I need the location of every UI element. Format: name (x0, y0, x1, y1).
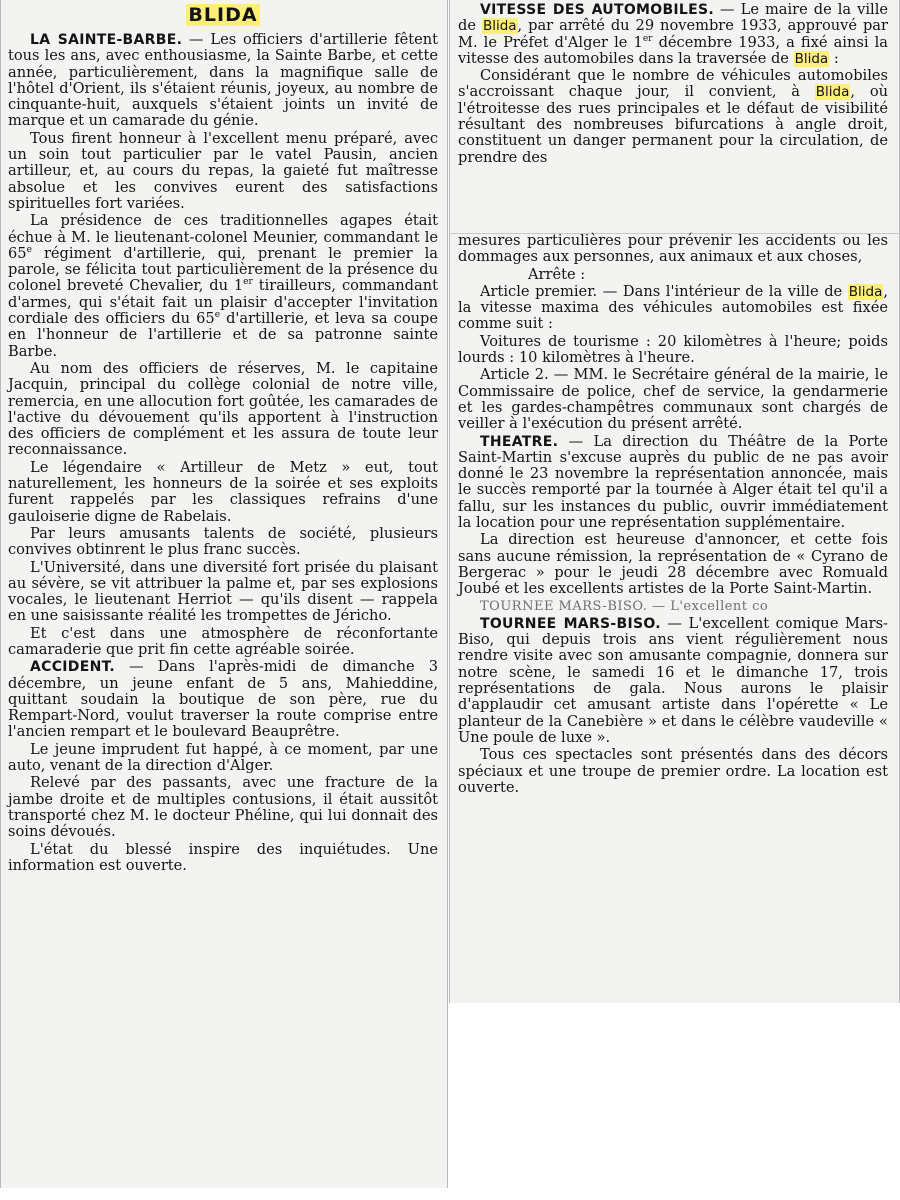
article-2: Article 2. — MM. le Secrétaire général de la mairie, le Commissaire de police, chef de service, la gendarmerie et les gardes-champêtres communaux sont chargés de veiller à l'exécution du présent arrêté. (458, 366, 888, 433)
article-theatre-p1: THEATRE. — La direction du Théâtre de la Porte Saint-Martin s'excuse auprès du public de ne pas avoir donné le 23 novembre la représentation annoncée, mais le succès remporté par la tournée à Alger était tel qu'il a fallu, sur les instances du public, ouvrir immédiatement la location pour une représentation supplémentaire. (458, 432, 889, 532)
arrete-heading: Arrête : (528, 265, 586, 283)
article-tournee-p2: Tous ces spectacles sont présentés dans des décors spéciaux et une troupe de premier ordre. La location est ouverte. (458, 746, 888, 796)
article-sainte-barbe-p3: La présidence de ces traditionnelles agapes était échue à M. le lieutenant-colonel Meunier, commandant le 65e régiment d'artillerie, qui, prenant le premier la parole, se félicita tout particulièrement de la présence du colonel breveté Chevalier, du 1er tirailleurs, commandant d'armes, qui s'était fait un plaisir d'accepter l'invitation cordiale des officiers du 65e d'artillerie, et leva sa coupe en l'honneur de l'artillerie et de sa patronne sainte Barbe. (8, 212, 438, 360)
article-sainte-barbe-p8: Et c'est dans une atmosphère de réconfortante camaraderie que prit fin cette agréable soirée. (8, 624, 438, 658)
article-accident-p4: L'état du blessé inspire des inquiétudes. Une information est ouverte. (8, 840, 438, 874)
right-bottom-column (458, 233, 888, 797)
article-sainte-barbe-p1: LA SAINTE-BARBE. — Les officiers d'artillerie fêtent tous les ans, avec enthousiasme, la Sainte Barbe, et cette année, particulièrement, dans la magnifique salle de l'hôtel d'Orient, ils s'étaient réunis, joyeux, au nombre de cinquante-huit, auxquels s'étaient joints un invité de marque et un camarade du génie. (8, 31, 438, 130)
article-sainte-barbe-p7: L'Université, dans une diversité fort prisée du plaisant au sévère, se vit attribuer la palme et, par ses explosions vocales, le lieutenant Herriot — qu'ils disent — rappela en une saisissante réalité les trompettes de Jéricho. (8, 558, 438, 625)
kicker-tournee: TOURNEE MARS-BISO. (480, 615, 661, 632)
article-vitesse-p2: Considérant que le nombre de véhicules automobiles s'accroissant chaque jour, il convient, à Blida, où l'étroitesse des rues principales et le défaut de visibilité résultant des nombreuses bifurcations à angle droit, constituent un danger permanent pour la circulation, de prendre des (458, 67, 889, 166)
article-sainte-barbe-p4: Au nom des officiers de réserves, M. le capitaine Jacquin, principal du collège colonial de notre ville, remercia, en une allocution fort goûtée, les camarades de l'active du dévouement qu'ils apportent à l'instruction des officiers de complément et les assura de toute leur reconnaissance. (8, 359, 438, 459)
article-premier: Article premier. — Dans l'intérieur de la ville de Blida, la vitesse maxima des véhicules automobiles est fixée comme suit : (458, 282, 888, 333)
kicker-theatre: THEATRE. (480, 433, 559, 450)
left-column (8, 4, 438, 875)
highlight-blida: Blida (794, 50, 829, 67)
section-title: BLIDA (188, 4, 258, 26)
highlight-blida: Blida (815, 84, 850, 101)
article-vitesse-p1: VITESSE DES AUTOMOBILES. — Le maire de la ville de Blida, par arrêté du 29 novembre 1933, approuvé par M. le Préfet d'Alger le 1er décembre 1933, a fixé ainsi la vitesse des automobiles dans la traversée de Blida : (458, 1, 889, 67)
highlight-blida: Blida (848, 283, 883, 300)
article-theatre-p2: La direction est heureuse d'annoncer, et cette fois sans aucune rémission, la représentation de « Cyrano de Bergerac » pour le jeudi 28 décembre avec Romuald Joubé et les excellents artistes de la Porte Saint-Martin. (458, 531, 888, 598)
right-top-column (458, 2, 888, 167)
article-sainte-barbe-p5: Le légendaire « Artilleur de Metz » eut, tout naturellement, les honneurs de la soirée et ses exploits furent rappelés par les classiques refrains d'une gauloiserie digne de Rabelais. (8, 458, 438, 525)
article-vitesse-p2-cont: mesures particulières pour prévenir les accidents ou les dommages aux personnes, aux animaux et aux choses, (458, 232, 888, 266)
kicker-accident: ACCIDENT. (30, 659, 115, 676)
article-accident-p1: ACCIDENT. — Dans l'après-midi de dimanche 3 décembre, un jeune enfant de 5 ans, Mahieddine, quittant soudain la boutique de son père, rue du Rempart-Nord, voulut traverser la route comprise entre l'ancien rempart et le boulevard Beauprêtre. (8, 658, 439, 741)
article-premier-detail: Voitures de tourisme : 20 kilomètres à l'heure; poids lourds : 10 kilomètres à l'heure. (458, 332, 888, 367)
article-tournee-p1: TOURNEE MARS-BISO. — L'excellent comique Mars-Biso, qui depuis trois ans vient régulièrement nous rendre visite avec son amusante compagnie, donnera sur notre scène, le samedi 16 et le dimanche 17, trois représentations de gala. Nous aurons le plaisir d'applaudir cet amusant artiste dans l'opérette « Le planteur de la Canebière » et dans le célèbre vaudeville « Une poule de luxe ». (458, 614, 888, 746)
kicker-vitesse: VITESSE DES AUTOMOBILES. (480, 2, 715, 18)
faded-line: TOURNEE MARS-BISO. — L'excellent co (480, 598, 769, 614)
kicker-sainte-barbe: LA SAINTE-BARBE. (30, 32, 183, 48)
article-accident-p2: Le jeune imprudent fut happé, à ce moment, par une auto, venant de la direction d'Alger. (8, 740, 438, 775)
article-sainte-barbe-p2: Tous firent honneur à l'excellent menu préparé, avec un soin tout particulier par le vatel Pausin, ancien artilleur, et, au cours du repas, la gaieté fut maîtresse absolue et les convives eurent des satisfactions spirituelles fort variées. (8, 129, 438, 212)
article-accident-p3: Relevé par des passants, avec une fracture de la jambe droite et de multiples contusions, il était aussitôt transporté chez M. le docteur Phéline, qui lui donnait des soins dévoués. (8, 774, 438, 841)
article-sainte-barbe-p6: Par leurs amusants talents de société, plusieurs convives obtinrent le plus franc succès. (8, 524, 438, 559)
highlight-blida: Blida (482, 18, 517, 35)
